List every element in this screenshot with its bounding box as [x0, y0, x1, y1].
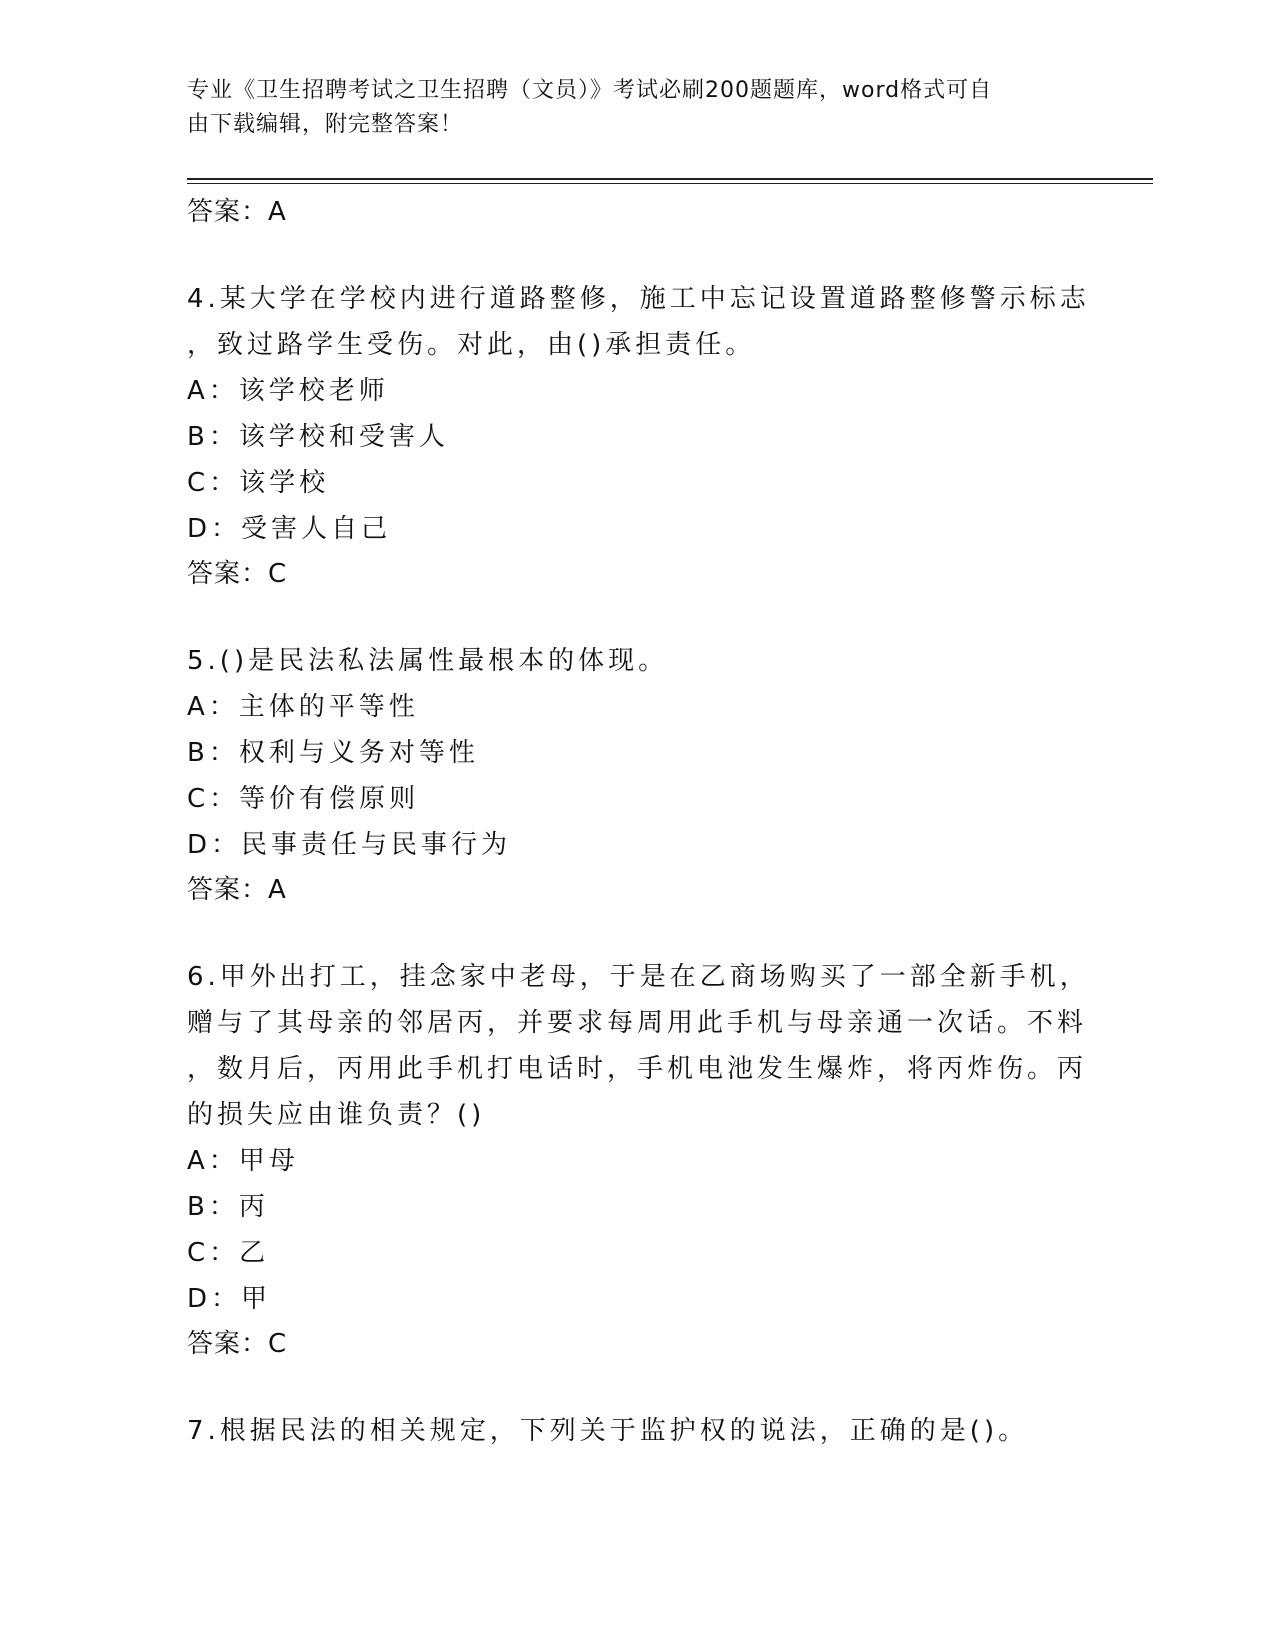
question-4-line-2: ，致过路学生受伤。对此，由()承担责任。 — [187, 330, 756, 360]
question-6-line-4: 的损失应由谁负责？() — [187, 1100, 486, 1130]
spacer — [187, 1366, 1087, 1408]
question-6 — [187, 954, 1090, 1366]
spacer — [187, 234, 1087, 276]
question-6-line-1: 6.甲外出打工，挂念家中老母，于是在乙商场购买了一部全新手机， — [187, 962, 1090, 992]
spacer — [187, 596, 1087, 638]
answer-q6: 答案：C — [187, 1329, 288, 1359]
question-7-line-1: 7.根据民法的相关规定，下列关于监护权的说法，正确的是()。 — [187, 1416, 1029, 1446]
question-6-line-2: 赠与了其母亲的邻居丙，并要求每周用此手机与母亲通一次话。不料 — [187, 1008, 1088, 1038]
question-5 — [187, 638, 1087, 912]
question-6-option-a: A：甲母 — [187, 1146, 299, 1176]
header-line-2: 由下载编辑，附完整答案！ — [187, 112, 464, 137]
document-header — [187, 74, 1067, 142]
question-6-option-d: D：甲 — [187, 1284, 272, 1314]
question-4-option-b: B：该学校和受害人 — [187, 422, 449, 452]
question-4 — [187, 276, 1090, 596]
question-6-option-c: C：乙 — [187, 1238, 270, 1268]
question-7 — [187, 1408, 1087, 1454]
answer-q5: 答案：A — [187, 875, 287, 905]
question-5-line-1: 5.()是民法私法属性最根本的体现。 — [187, 646, 669, 676]
document-body — [187, 190, 1090, 1454]
header-divider-thick — [187, 178, 1153, 180]
question-4-option-a: A：该学校老师 — [187, 376, 389, 406]
question-6-option-b: B：丙 — [187, 1192, 269, 1222]
question-5-option-c: C：等价有偿原则 — [187, 784, 420, 814]
header-divider-thin — [187, 183, 1153, 184]
question-5-option-d: D：民事责任与民事行为 — [187, 830, 512, 860]
question-4-option-d: D：受害人自己 — [187, 514, 392, 544]
question-5-option-b: B：权利与义务对等性 — [187, 738, 479, 768]
question-6-line-3: ，数月后，丙用此手机打电话时，手机电池发生爆炸，将丙炸伤。丙 — [187, 1054, 1088, 1084]
answer-q4: 答案：C — [187, 559, 288, 589]
header-line-1: 专业《卫生招聘考试之卫生招聘（文员）》考试必刷200题题库，word格式可自 — [187, 78, 993, 103]
question-4-option-c: C：该学校 — [187, 468, 330, 498]
spacer — [187, 912, 1087, 954]
question-4-line-1: 4.某大学在学校内进行道路整修，施工中忘记设置道路整修警示标志 — [187, 284, 1090, 314]
answer-q3: 答案：A — [187, 197, 287, 227]
question-5-option-a: A：主体的平等性 — [187, 692, 419, 722]
